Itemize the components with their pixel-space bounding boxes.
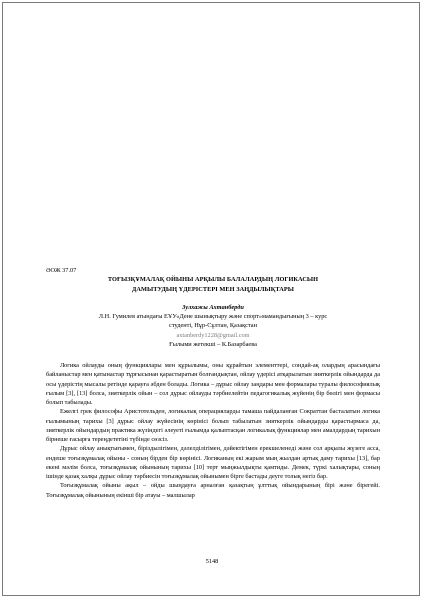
udc-code: ӘОЖ 37.07 — [46, 267, 77, 274]
article-title — [46, 275, 380, 294]
title-line-2: ДАМЫТУДЫҢ ҮДЕРІСТЕРІ МЕН ЗАҢДЫЛЫҚТАРЫ — [131, 285, 295, 293]
supervisor: Ғылыми жетекші – К.Базарбаева — [169, 340, 257, 348]
paragraph-4: Тоғызқұмалақ ойыны ақыл – ойды шыңдауға арналған қазақтың ұлттық ойындарының бірі және бірегейі. Тоғызқұмалақ ойынының екінші бір атауы – малшылар — [46, 482, 380, 499]
title-line-1: ТОҒЫЗҚҰМАЛАҚ ОЙЫНЫ АРҚЫЛЫ БАЛАЛАРДЫҢ ЛОГИКАСЫН — [107, 276, 319, 284]
article-body — [46, 361, 380, 500]
author-name: Зулхажы Ахтанберди — [182, 303, 244, 311]
affiliation-line-2: студенті, Нұр-Сұлтан, Қазақстан — [169, 322, 257, 330]
paragraph-3: Дұрыс ойлау анықтығымен, біріздылігімен, дәлелділігімен, дәйектігімен ерекшеленеді және сол арқылы жүзеге асса, ендеше тоғызқұмалақ ойыны - соның бірден бір көрінісі. Логиканың екі жарым мың жылдан артық даму тарихы [13], бар екені мәлім болса, тоғызқұмалақ ойынының тарихы [10] терт мыңжылдықты қамтиды. Демек, түркі халықтары, соның ішінде қазақ халқы дұрыс ойлау тәрбиесін тоғызқұмалақ ойынымен бірге бастады деуге толық негіз бар. — [46, 445, 380, 480]
article — [46, 266, 380, 500]
author-email: axtanberdy1228@gmail.com — [176, 331, 250, 339]
paragraph-1: Логика ойлауды оның функциялары мен құрылымы, оны құрайтын элементтері, сондай-ақ олардың арасындағы байланыстар мен қатынастар тұрғысынан қарастыратын болғандықтан, ойлау үдерісі атқарылатын зияткерлік ойындарда да осы үдерістің мысалы ретінде қарауға әбден болады. Логика – дұрыс ойлау заңдары мен формалары туралы философиялық ғылым [3], [13] болса, зияткерлік ойын – сол дұрыс ойлауды тәрбиелейтін педагогикалық жүйенің бір бөлігі мен формасы болып табылады. — [46, 362, 380, 406]
affiliation-line-1: Л.Н. Гумилев атындағы ЕҰУ«Дене шынықтыру және спорт»мамандығының 3 – курс — [98, 313, 328, 320]
page-number: 5148 — [205, 558, 219, 565]
paragraph-2: Ежелгі грек философы Аристотельден, логикалық операцияларды тамаша пайдаланған Сократтан басталатын логика ғылымының тарихы [3] дұрыс ойлау жүйесінің көрінісі болып табылатын зияткерлік ойындарды қарастырмаса да, зияткерлік ойындардың практика жүзіндегі әлеуеті ғылымда қалыптасқан логикалық функциялар мен амалдардың тарихын бірнеше ғасырға тереңдететіні түбінде сөзсіз. — [46, 408, 380, 443]
affiliation — [46, 312, 380, 331]
